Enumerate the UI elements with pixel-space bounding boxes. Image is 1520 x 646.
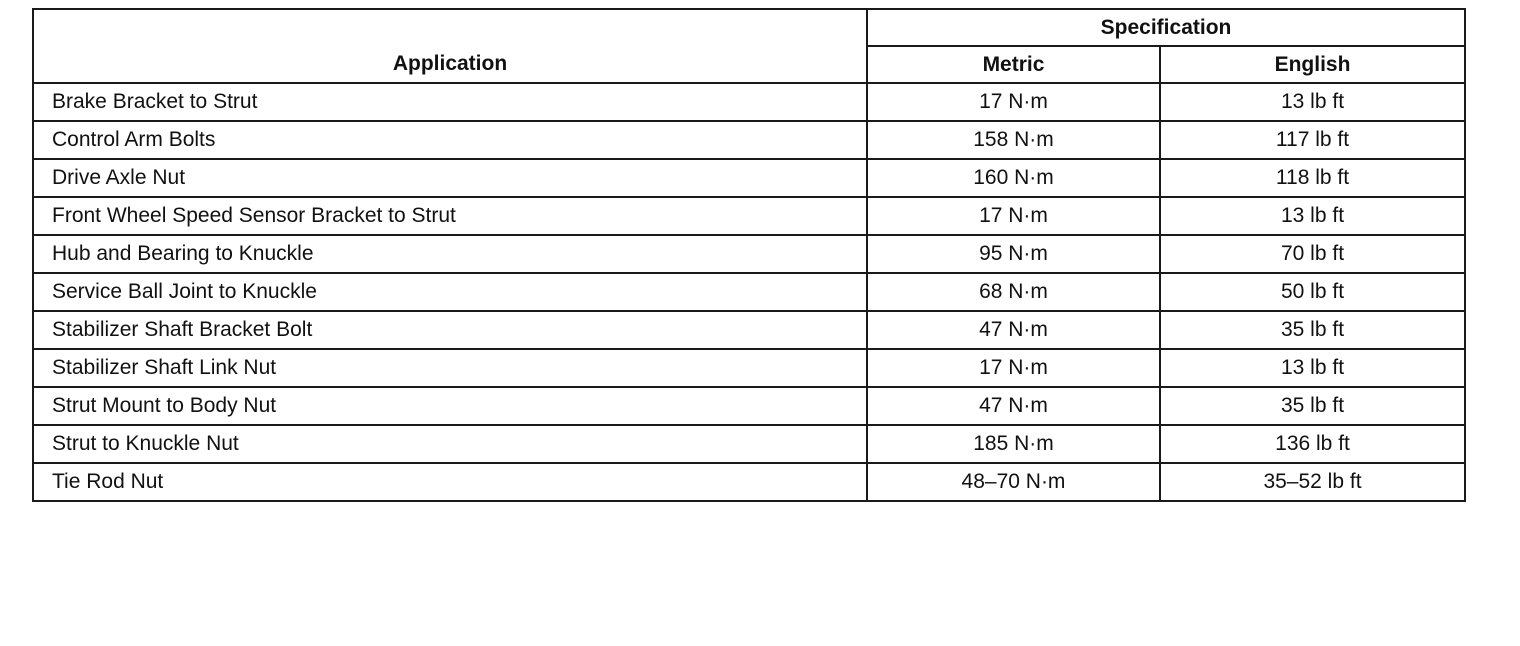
metric-cell: 160 N·m <box>867 159 1160 197</box>
metric-header: Metric <box>867 46 1160 83</box>
table-row <box>33 311 1465 349</box>
table-row <box>33 235 1465 273</box>
specification-header: Specification <box>867 9 1465 46</box>
metric-cell: 95 N·m <box>867 235 1160 273</box>
table-header <box>33 9 1465 83</box>
metric-cell: 158 N·m <box>867 121 1160 159</box>
english-cell: 50 lb ft <box>1160 273 1465 311</box>
application-cell: Stabilizer Shaft Link Nut <box>33 349 867 387</box>
application-cell: Stabilizer Shaft Bracket Bolt <box>33 311 867 349</box>
application-cell: Control Arm Bolts <box>33 121 867 159</box>
table-row <box>33 197 1465 235</box>
application-header: Application <box>33 9 867 83</box>
application-cell: Strut to Knuckle Nut <box>33 425 867 463</box>
application-cell: Hub and Bearing to Knuckle <box>33 235 867 273</box>
application-cell: Front Wheel Speed Sensor Bracket to Strut <box>33 197 867 235</box>
metric-cell: 17 N·m <box>867 349 1160 387</box>
english-cell: 13 lb ft <box>1160 349 1465 387</box>
application-cell: Strut Mount to Body Nut <box>33 387 867 425</box>
application-cell: Service Ball Joint to Knuckle <box>33 273 867 311</box>
metric-cell: 68 N·m <box>867 273 1160 311</box>
application-cell: Drive Axle Nut <box>33 159 867 197</box>
english-cell: 13 lb ft <box>1160 83 1465 121</box>
metric-cell: 47 N·m <box>867 387 1160 425</box>
english-cell: 35–52 lb ft <box>1160 463 1465 501</box>
table-row <box>33 273 1465 311</box>
english-cell: 117 lb ft <box>1160 121 1465 159</box>
english-header: English <box>1160 46 1465 83</box>
english-cell: 13 lb ft <box>1160 197 1465 235</box>
english-cell: 35 lb ft <box>1160 387 1465 425</box>
metric-cell: 17 N·m <box>867 83 1160 121</box>
application-cell: Brake Bracket to Strut <box>33 83 867 121</box>
english-cell: 70 lb ft <box>1160 235 1465 273</box>
metric-cell: 47 N·m <box>867 311 1160 349</box>
fastener-specification-table <box>32 8 1466 502</box>
metric-cell: 48–70 N·m <box>867 463 1160 501</box>
metric-cell: 185 N·m <box>867 425 1160 463</box>
table-row <box>33 349 1465 387</box>
table-row <box>33 387 1465 425</box>
table-row <box>33 121 1465 159</box>
table-row <box>33 159 1465 197</box>
english-cell: 118 lb ft <box>1160 159 1465 197</box>
english-cell: 136 lb ft <box>1160 425 1465 463</box>
english-cell: 35 lb ft <box>1160 311 1465 349</box>
application-cell: Tie Rod Nut <box>33 463 867 501</box>
table-row <box>33 83 1465 121</box>
table-row <box>33 425 1465 463</box>
table-body <box>33 83 1465 501</box>
header-row-top <box>33 9 1465 46</box>
table-row <box>33 463 1465 501</box>
metric-cell: 17 N·m <box>867 197 1160 235</box>
